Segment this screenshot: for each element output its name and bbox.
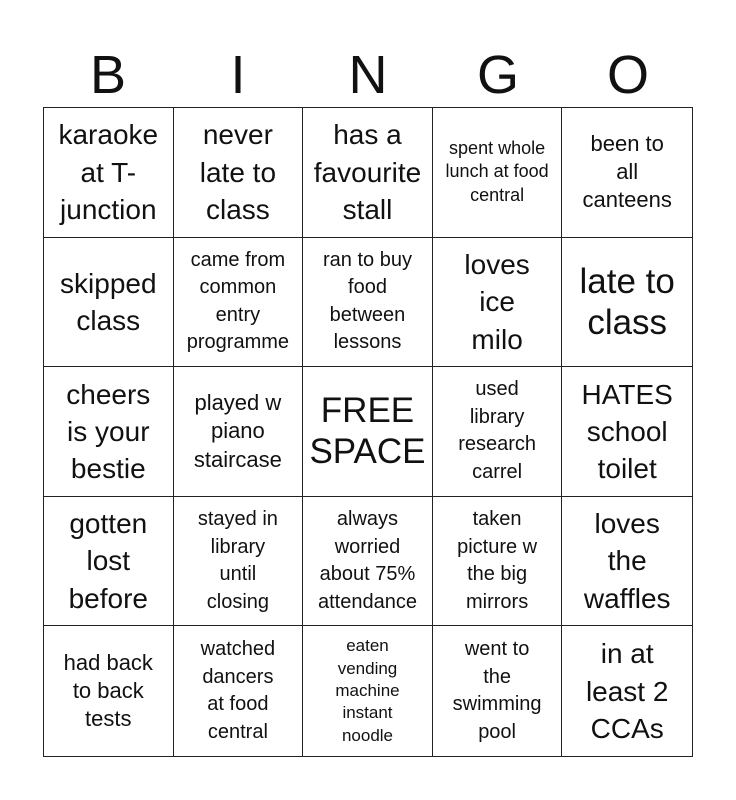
bingo-cell-r5-c3[interactable] [303,626,433,756]
cell-text: used library research carrel [458,378,536,484]
bingo-header [43,44,693,106]
bingo-cell-r3-c4[interactable] [433,367,563,497]
cell-text: had back to back tests [63,649,153,732]
cell-text: taken picture w the big mirrors [457,507,538,613]
header-letter-n: N [348,45,388,105]
bingo-cell-r1-c5[interactable] [562,108,692,238]
cell-text: always worried about 75% attendance [318,507,417,613]
bingo-cell-r5-c2[interactable] [174,626,304,756]
bingo-cell-free-space[interactable] [303,367,433,497]
bingo-cell-r4-c3[interactable] [303,497,433,627]
cell-text: played w piano staircase [193,390,282,472]
bingo-cell-r4-c4[interactable] [433,497,563,627]
bingo-cell-r4-c1[interactable] [44,497,174,627]
bingo-cell-r4-c2[interactable] [174,497,304,627]
bingo-cell-r1-c2[interactable] [174,108,304,238]
bingo-cell-r3-c5[interactable] [562,367,692,497]
cell-text: never late to class [199,119,277,225]
cell-text: ran to buy food between lessons [323,248,412,354]
bingo-cell-r2-c4[interactable] [433,238,563,368]
header-letter-g: G [476,45,519,105]
cell-text: gotten lost before [68,508,148,614]
cell-text: HATES school toilet [581,378,673,485]
cell-text: went to the swimming pool [452,638,542,743]
cell-text: spent whole lunch at food central [445,137,549,206]
cell-text: has a favourite stall [313,119,422,225]
cell-text: came from common entry programme [186,248,290,354]
bingo-board [43,107,693,757]
bingo-cell-r1-c1[interactable] [44,108,174,238]
header-letter-o: O [606,45,649,105]
bingo-cell-r5-c1[interactable] [44,626,174,756]
bingo-cell-r3-c1[interactable] [44,367,174,497]
bingo-cell-r5-c5[interactable] [562,626,692,756]
cell-text: watched dancers at food central [200,638,276,743]
bingo-cell-r1-c4[interactable] [433,108,563,238]
cell-text: loves the waffles [583,508,671,614]
bingo-cell-r3-c2[interactable] [174,367,304,497]
header-letter-b: B [89,45,127,105]
header-letter-i: I [230,45,246,105]
bingo-cell-r2-c5[interactable] [562,238,692,368]
cell-text: cheers is your bestie [66,378,151,485]
cell-text: late to class [579,261,675,342]
cell-text: karaoke at T- junction [58,119,159,225]
bingo-cell-r5-c4[interactable] [433,626,563,756]
bingo-cell-r2-c1[interactable] [44,238,174,368]
bingo-cell-r2-c2[interactable] [174,238,304,368]
cell-text: eaten vending machine instant noodle [335,636,400,745]
cell-text: loves ice milo [464,249,530,355]
bingo-cell-r1-c3[interactable] [303,108,433,238]
cell-text: in at least 2 CCAs [585,638,669,744]
cell-text: been to all canteens [582,131,672,213]
free-space-text: FREE SPACE [309,391,426,472]
bingo-cell-r2-c3[interactable] [303,238,433,368]
cell-text: skipped class [60,267,157,336]
cell-text: stayed in library until closing [197,507,278,613]
bingo-cell-r4-c5[interactable] [562,497,692,627]
